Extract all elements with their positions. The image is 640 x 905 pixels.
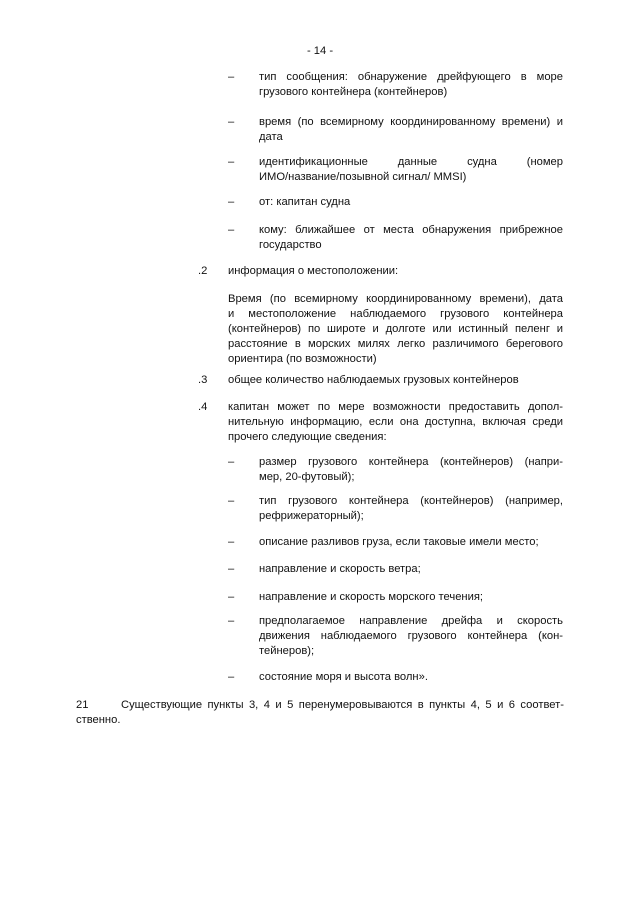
dash-marker: – xyxy=(228,536,235,548)
list-item-text: направление и скорость ветра; xyxy=(259,563,421,575)
dash-marker: – xyxy=(228,196,235,208)
list-item-text: описание разливов груза, если таковые имели место; xyxy=(259,536,539,548)
list-item-text: идентификационные данные судна (номер ИМО/название/позывной сигнал/ MMSI) xyxy=(259,156,563,183)
list-item-text: тип сообщения: обнаружение дрейфующего в море грузового контейнера (контейнеров) xyxy=(259,71,563,98)
list-item-text: предполагаемое направление дрейфа и скорость движения наблюдаемого грузового контейнера (кон- тейнеров); xyxy=(259,615,563,657)
list-item-text: направление и скорость морского течения; xyxy=(259,591,484,603)
dash-marker: – xyxy=(228,116,235,128)
list-item-text: тип грузового контейнера (контейнеров) (например, рефрижераторный); xyxy=(259,495,563,522)
paragraph-body: капитан может по мере возможности предоставить допол- нительную информацию, если она доступна, включая среди прочего следующие сведения: xyxy=(228,401,563,443)
paragraph-heading: информация о местоположении: xyxy=(228,265,399,277)
paragraph-number: 21 xyxy=(76,699,89,711)
list-item-text: размер грузового контейнера (контейнеров) (напри- мер, 20-футовый); xyxy=(259,456,563,483)
paragraph-heading: общее количество наблюдаемых грузовых контейнеров xyxy=(228,374,519,386)
list-item-text: от: капитан судна xyxy=(259,196,351,208)
dash-marker: – xyxy=(228,456,235,468)
paragraph-body: Существующие пункты 3, 4 и 5 перенумеровываются в пункты 4, 5 и 6 соответ- ственно. xyxy=(76,699,564,726)
list-item-text: кому: ближайшее от места обнаружения прибрежное государство xyxy=(259,224,563,251)
page-number: - 14 - xyxy=(306,45,334,57)
dash-marker: – xyxy=(228,495,235,507)
paragraph-number: .3 xyxy=(198,374,208,386)
dash-marker: – xyxy=(228,156,235,168)
list-item-text: время (по всемирному координированному времени) и дата xyxy=(259,116,563,143)
paragraph-number: .2 xyxy=(198,265,208,277)
list-item-text: состояние моря и высота волн». xyxy=(259,671,428,683)
dash-marker: – xyxy=(228,671,235,683)
paragraph-number: .4 xyxy=(198,401,208,413)
dash-marker: – xyxy=(228,591,235,603)
dash-marker: – xyxy=(228,71,235,83)
dash-marker: – xyxy=(228,563,235,575)
dash-marker: – xyxy=(228,224,235,236)
paragraph-body: Время (по всемирному координированному времени), дата и местоположение наблюдаемого грузового контейнера (контейнеров) по широте и долготе или истинный пеленг и расстояние в морских милях легко различимого берегового ориентира (по возможности) xyxy=(228,293,563,365)
dash-marker: – xyxy=(228,615,235,627)
